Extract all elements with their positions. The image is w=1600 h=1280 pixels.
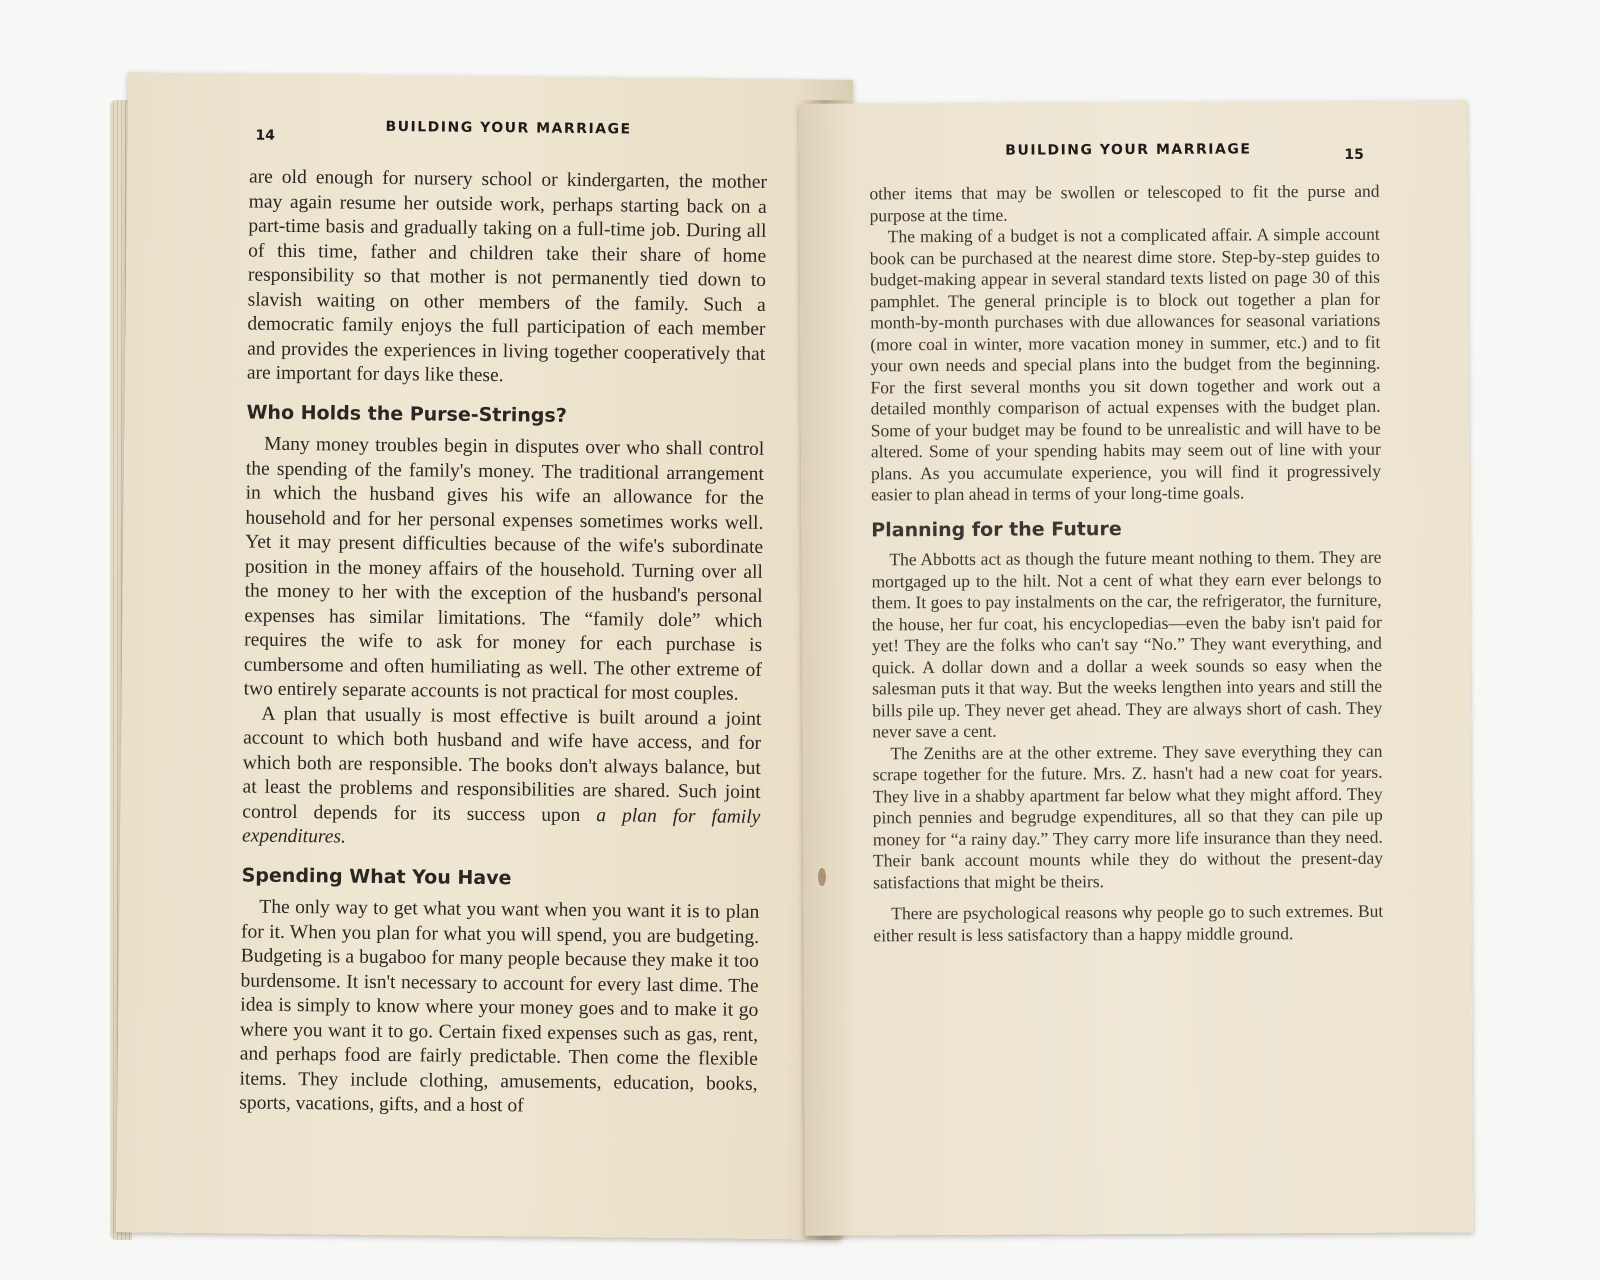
right-paragraph-4: The Zeniths are at the other extreme. They save everything they can scrape together for the future. Mrs. Z. hasn't had a new coat for years. They live in a shabby apartment far below what they might afford. They pinch pennies and begrudge expenditures, all so that they can pile up money for “a rainy day.” They carry more life insurance than they need. Their bank account mounts while they do without the present-day satisfactions that might be theirs. [872, 740, 1384, 892]
left-paragraph-3 [242, 702, 762, 854]
running-head-left: BUILDING YOUR MARRIAGE [385, 118, 632, 138]
right-paragraph-5: There are psychological reasons why people go to such extremes. But either result is less satisfactory than a happy middle ground. [873, 900, 1384, 945]
heading-planning-future: Planning for the Future [871, 517, 1122, 541]
left-paragraph-3-italic: a plan for family expenditures. [241, 804, 761, 848]
right-paragraph-3: The Abbotts act as though the future meant nothing to them. They are mortgaged up to the hilt. Not a cent of what they earn ever belongs to them. It goes to pay instalments on the car, the refrigerator, the furniture, the house, her fur coat, his encyclopedias—even the baby isn't paid for yet! They are the folks who can't say “No.” They want everything, and quick. A dollar down and a dollar a week sounds so easy when the salesman puts it that way. But the weeks lengthen into years and still the bills pile up. They never get ahead. They are always short of cash. They never save a cent. [871, 546, 1383, 742]
heading-spending: Spending What You Have [241, 863, 512, 889]
running-head-right: BUILDING YOUR MARRIAGE [1005, 141, 1252, 159]
right-paragraph-1: other items that may be swollen or telescoped to fit the purse and purpose at the time. [869, 180, 1380, 225]
page-number-right: 15 [1344, 146, 1364, 163]
right-paragraph-2: The making of a budget is not a complicated affair. A simple account book can be purchased at the nearest dime store. Step-by-step guides to budget-making appear in several standard texts listed on page 30 of this pamphlet. The general principle is to block out together a plan for month-by-month purchases with due allowances for seasonal variations (more coal in winter, more vacation money in summer, etc.) and to fit your own needs and special plans into the budget from the beginning. For the first several months you sit down together and work out a detailed monthly comparison of actual expenses with the budget plan. Some of your budget may be found to be unrealistic and will have to be altered. Some of your spending habits may seem out of line with your plans. As you accumulate experience, you will find it progressively easier to plan ahead in terms of your long-time goals. [869, 223, 1382, 505]
left-page-body [239, 166, 767, 1122]
left-paragraph-2: Many money troubles begin in disputes over who shall control the spending of the family's money. The traditional arrangement in which the husband gives his wife an allowance for the household and for her personal expenses sometimes works well. Yet it may present difficulties because of the wife's subordinate position in the money affairs of the household. Turning over all the money to her with the exception of the husband's personal expenses has similar limitations. The “family dole” which requires the wife to ask for money for each purchase is cumbersome and often humiliating as well. The other extreme of two entirely separate accounts is not practical for most couples. [243, 433, 765, 705]
open-book [110, 60, 1475, 1240]
paper-stain [818, 868, 826, 886]
left-paragraph-1: are old enough for nursery school or kindergarten, the mother may again resume her outside work, perhaps starting back on a part-time basis and gradually taking on a full-time job. During all of this time, father and children take their share of home responsibility so that mother is not permanently tied down to slavish waiting on other members of the family. Such a democratic family enjoys the full participation of each member and provides the experiences in living together cooperatively that are important for days like these. [246, 166, 768, 387]
right-page-body [869, 181, 1383, 947]
right-page [799, 100, 1473, 1235]
heading-purse-strings: Who Holds the Purse-Strings? [246, 400, 567, 427]
left-paragraph-4: The only way to get what you want when you want it is to plan for it. When you plan for what you will spend, you are budgeting. Budgeting is a bugaboo for many people because they make it too burdensome. It isn't necessary to account for every last dime. The idea is simply to know where your money goes and to make it go where you want it to go. Certain fixed expenses such as gas, rent, and perhaps food are fairly predictable. Then come the flexible items. They include clothing, amusements, education, books, sports, vacations, gifts, and a host of [239, 896, 760, 1117]
left-paragraph-3-text: A plan that usually is most effective is built around a joint account to which both husband and wife have access, and for which both are responsible. The books don't always balance, but at least the problems and responsibilities are shared. Such joint control depends for its success upon [242, 703, 762, 826]
page-number-left: 14 [255, 127, 276, 144]
left-page [116, 72, 853, 1240]
